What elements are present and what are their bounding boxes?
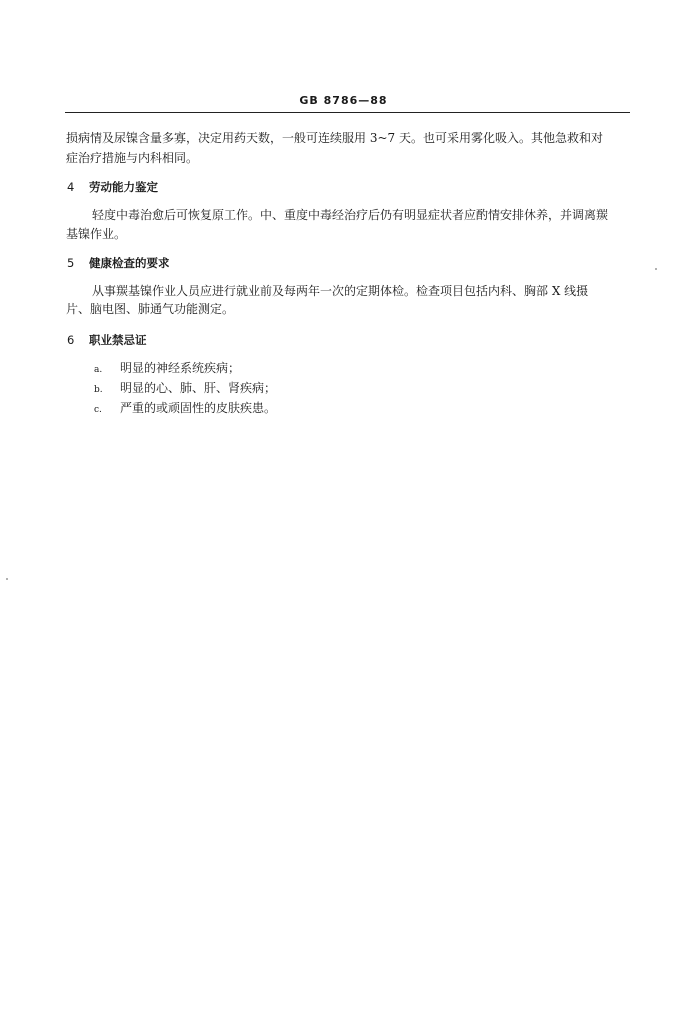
list-item	[94, 359, 240, 376]
list-item-text: 明显的心、肺、肝、肾疾病；	[120, 381, 277, 395]
paragraph-line: 损病情及尿镍含量多寡，决定用药天数，一般可连续服用 3~7 天。也可采用雾化吸入。其他急救和对	[66, 131, 603, 145]
section-heading-4	[67, 179, 158, 195]
scan-speck	[655, 268, 657, 270]
list-marker: c.	[94, 405, 102, 415]
document-header-code: GB 8786—88	[299, 94, 388, 107]
list-marker: b.	[94, 385, 103, 395]
paragraph-line: 基镍作业。	[66, 227, 127, 241]
list-item	[94, 399, 276, 416]
section-title: 职业禁忌证	[89, 333, 147, 347]
section-title: 健康检查的要求	[89, 256, 170, 270]
list-item-text: 严重的或顽固性的皮肤疾患。	[120, 401, 277, 415]
section-heading-5	[67, 255, 170, 271]
paragraph-line: 症治疗措施与内科相同。	[66, 151, 199, 165]
paragraph-line: 轻度中毒治愈后可恢复原工作。中、重度中毒经治疗后仍有明显症状者应酌情安排休养，并调离羰	[92, 208, 609, 222]
list-item-text: 明显的神经系统疾病；	[120, 361, 241, 375]
header-rule	[65, 112, 630, 113]
section-heading-6	[67, 332, 147, 348]
section-number: 6	[67, 333, 75, 347]
section-title: 劳动能力鉴定	[89, 180, 158, 194]
list-item	[94, 379, 276, 396]
section-number: 5	[67, 256, 75, 270]
paragraph-line: 从事羰基镍作业人员应进行就业前及每两年一次的定期体检。检查项目包括内科、胸部 X 线摄	[92, 284, 589, 298]
section-number: 4	[67, 180, 75, 194]
scan-speck	[6, 578, 8, 580]
paragraph-line: 片、脑电图、肺通气功能测定。	[66, 302, 235, 316]
list-marker: a.	[94, 365, 103, 375]
